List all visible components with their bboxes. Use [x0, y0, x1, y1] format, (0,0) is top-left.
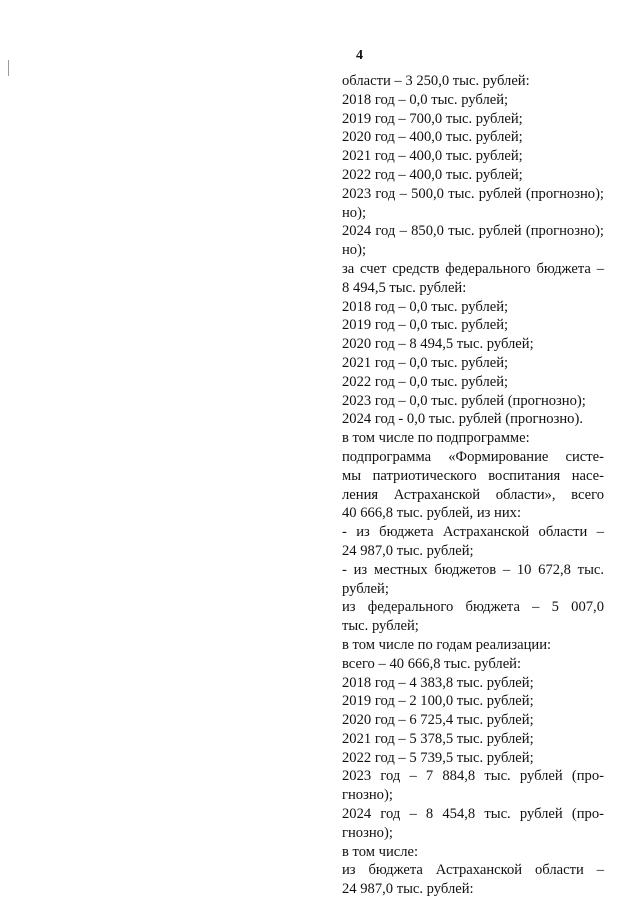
page-number: 4	[356, 48, 363, 63]
text-line: гнозно);	[342, 787, 393, 804]
text-line: 2023 год – 7 884,8 тыс. рублей (про-	[342, 768, 604, 785]
text-line: области – 3 250,0 тыс. рублей:	[342, 73, 530, 89]
text-line: 2024 год - 0,0 тыс. рублей (прогнозно).	[342, 411, 583, 428]
text-line: 2020 год – 8 494,5 тыс. рублей;	[342, 336, 534, 353]
text-line: но);	[342, 204, 367, 221]
text-line: в том числе по годам реализации:	[342, 636, 552, 653]
text-line: 40 666,8 тыс. рублей, из них:	[342, 505, 522, 522]
text-line: 2020 год – 400,0 тыс. рублей;	[342, 129, 523, 146]
document-text-column	[342, 72, 604, 899]
text-line: мы патриотического воспитания насе-	[342, 467, 604, 484]
text-line: 24 987,0 тыс. рублей;	[342, 542, 474, 559]
text-line: 2019 год – 2 100,0 тыс. рублей;	[342, 693, 534, 710]
text-line: 2018 год – 0,0 тыс. рублей;	[342, 91, 509, 108]
text-line: в том числе по подпрограмме:	[342, 430, 530, 447]
scan-margin-mark	[8, 60, 9, 76]
text-line: 2023 год – 0,0 тыс. рублей (прогнозно);	[342, 392, 586, 409]
text-line: 2020 год – 6 725,4 тыс. рублей;	[342, 712, 534, 729]
text-line: 8 494,5 тыс. рублей:	[342, 279, 467, 296]
text-line: 2018 год – 0,0 тыс. рублей;	[342, 298, 509, 315]
text-line: 2024 год – 8 454,8 тыс. рублей (про-	[342, 806, 604, 823]
text-line: 2022 год – 400,0 тыс. рублей;	[342, 166, 523, 183]
text-line: но);	[342, 242, 367, 259]
text-line: 2022 год – 0,0 тыс. рублей;	[342, 373, 509, 390]
text-line: 2021 год – 5 378,5 тыс. рублей;	[342, 730, 534, 747]
text-line: ления Астраханской области», всего	[342, 486, 604, 503]
text-line: 2019 год – 0,0 тыс. рублей;	[342, 317, 509, 334]
text-line: рублей;	[342, 580, 389, 597]
text-line: за счет средств федерального бюджета –	[342, 260, 604, 277]
text-line: подпрограмма «Формирование систе-	[342, 448, 604, 465]
text-line: - из местных бюджетов – 10 672,8 тыс.	[342, 561, 604, 578]
text-line: из федерального бюджета – 5 007,0	[342, 599, 604, 616]
text-line: 2024 год – 850,0 тыс. рублей (прогнозно);	[342, 223, 604, 240]
text-line: 2022 год – 5 739,5 тыс. рублей;	[342, 749, 534, 766]
text-line: в том числе:	[342, 843, 419, 860]
text-line: тыс. рублей;	[342, 618, 419, 635]
text-line: гнозно);	[342, 824, 393, 841]
text-line: 24 987,0 тыс. рублей:	[342, 881, 474, 898]
text-line: 2023 год – 500,0 тыс. рублей (прогнозно);	[342, 185, 604, 202]
text-line: 2021 год – 400,0 тыс. рублей;	[342, 148, 523, 165]
text-line: всего – 40 666,8 тыс. рублей:	[342, 655, 522, 672]
text-line: - из бюджета Астраханской области –	[342, 524, 604, 541]
text-line: 2019 год – 700,0 тыс. рублей;	[342, 110, 523, 127]
text-line: 2021 год – 0,0 тыс. рублей;	[342, 354, 509, 371]
text-line: из бюджета Астраханской области –	[342, 862, 604, 879]
text-line: 2018 год – 4 383,8 тыс. рублей;	[342, 674, 534, 691]
